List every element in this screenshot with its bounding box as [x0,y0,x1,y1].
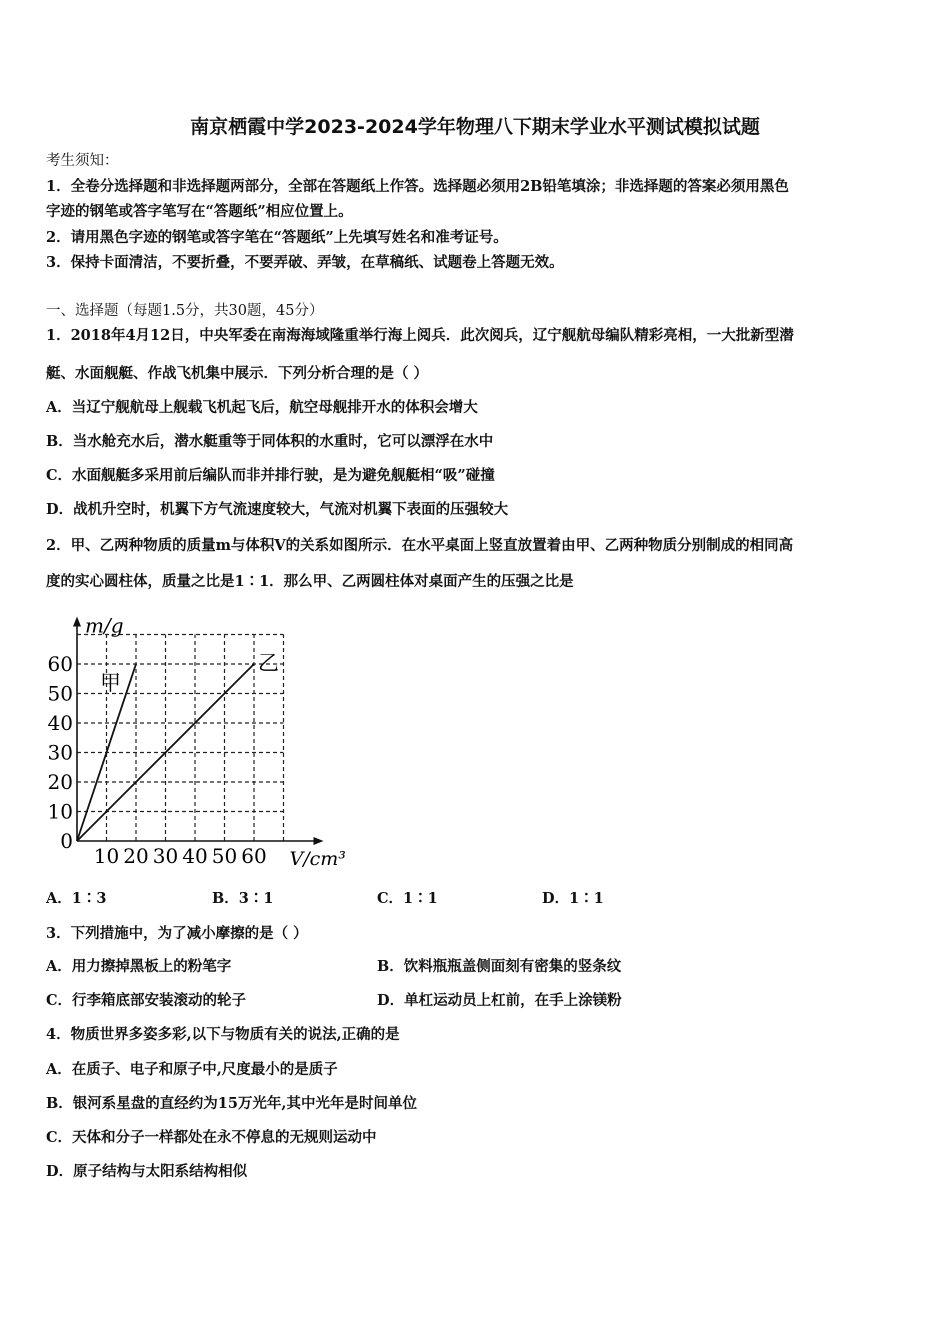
x-tick-label: 10 [93,844,120,868]
q2-option-a: A．1∶3 [46,890,107,907]
notice-item-1-line-1: 1．全卷分选择题和非选择题两部分，全部在答题纸上作答。选择题必须用2B铅笔填涂；非选择题的答案必须用黑色 [46,178,789,195]
q2-option-b: B．3∶1 [212,890,274,907]
x-axis-arrow [314,837,324,845]
notice-item-3: 3．保持卡面清洁，不要折叠，不要弄破、弄皱，在草稿纸、试题卷上答题无效。 [46,254,564,271]
x-tick-label: 60 [241,844,267,868]
notice-item-2: 2．请用黑色字迹的钢笔或答字笔在“答题纸”上先填写姓名和准考证号。 [46,229,508,246]
q3-option-a: A．用力擦掉黑板上的粉笔字 [46,958,232,975]
q2-stem-line-1: 2．甲、乙两种物质的质量m与体积V的关系如图所示．在水平桌面上竖直放置着由甲、乙两种物质分别制成的相同高 [46,537,794,554]
q1-option-a: A．当辽宁舰航母上舰载飞机起飞后，航空母舰排开水的体积会增大 [46,399,478,416]
q2-stem-line-2: 度的实心圆柱体，质量之比是1∶1．那么甲、乙两圆柱体对桌面产生的压强之比是 [46,573,574,590]
q3-stem: 3．下列措施中，为了减小摩擦的是（ ） [46,925,308,942]
x-axis-label: V/cm³ [289,848,346,870]
x-tick-label: 50 [211,844,238,868]
x-tick-label: 40 [182,844,208,868]
y-tick-label: 60 [47,652,73,676]
y-tick-label: 20 [47,770,73,794]
page-title: 南京栖霞中学2023-2024学年物理八下期末学业水平测试模拟试题 [190,116,760,138]
q3-option-d: D．单杠运动员上杠前，在手上涂镁粉 [377,992,622,1009]
y-tick-label: 10 [47,799,73,824]
q2-option-c: C．1∶1 [377,890,438,907]
q4-option-a: A．在质子、电子和原子中,尺度最小的是质子 [46,1061,338,1078]
y-tick-label: 40 [47,711,73,735]
q1-stem-line-1: 1．2018年4月12日，中央军委在南海海域隆重举行海上阅兵．此次阅兵，辽宁舰航母编队精彩亮相，一大批新型潜 [46,327,794,344]
q4-stem: 4．物质世界多姿多彩,以下与物质有关的说法,正确的是 [46,1026,400,1043]
q4-option-b: B．银河系星盘的直经约为15万光年,其中光年是时间单位 [46,1095,417,1112]
notice-heading: 考生须知： [46,153,119,169]
y-tick-label: 30 [47,740,73,765]
y-axis-label: m/g [85,613,124,638]
y-tick-label: 50 [47,681,73,706]
series-label-2: 乙 [258,651,279,675]
y-axis-arrow [73,617,81,627]
section-heading: 一、选择题（每题1.5分，共30题，45分） [46,303,324,319]
q3-option-c: C．行李箱底部安装滚动的轮子 [46,992,247,1009]
q1-option-c: C．水面舰艇多采用前后编队而非并排行驶，是为避免舰艇相“吸”碰撞 [46,467,495,484]
q2-option-d: D．1∶1 [542,890,604,907]
q3-option-b: B．饮料瓶瓶盖侧面刻有密集的竖条纹 [377,958,622,975]
q1-option-d: D．战机升空时，机翼下方气流速度较大，气流对机翼下表面的压强较大 [46,501,509,518]
notice-item-1-line-2: 字迹的钢笔或答字笔写在“答题纸”相应位置上。 [46,203,353,220]
series-label-1: 甲 [100,671,121,695]
q4-option-d: D．原子结构与太阳系结构相似 [46,1163,248,1180]
q4-option-c: C．天体和分子一样都处在永不停息的无规则运动中 [46,1129,377,1146]
y-tick-label: 0 [60,829,73,853]
q1-stem-line-2: 艇、水面舰艇、作战飞机集中展示．下列分析合理的是（ ） [46,365,429,382]
x-tick-label: 20 [123,844,149,868]
mass-volume-chart [40,608,380,878]
x-tick-label: 30 [152,844,179,868]
q1-option-b: B．当水舱充水后，潜水艇重等于同体积的水重时，它可以漂浮在水中 [46,433,494,450]
